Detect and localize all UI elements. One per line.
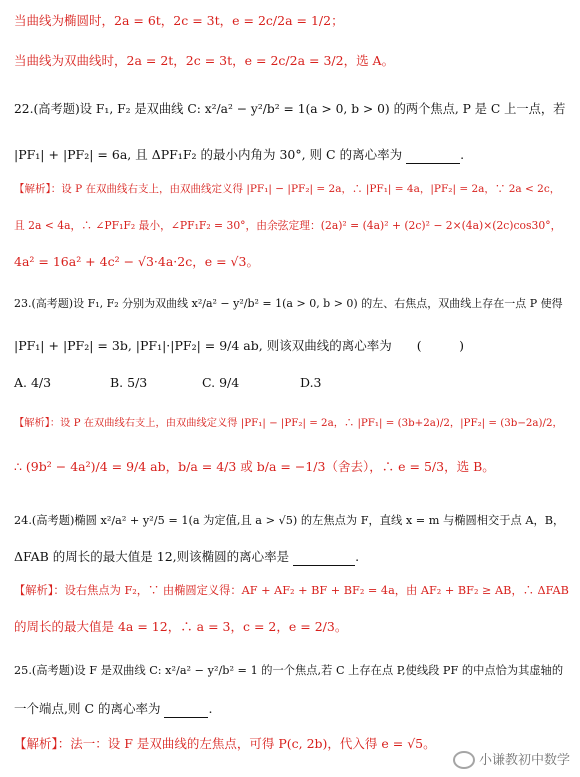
- question-22-condition: |PF₁| + |PF₂| = 6a, 且 ΔPF₁F₂ 的最小内角为 30°, 则 C 的离心率为 .: [14, 147, 465, 162]
- solution-text: 【解析】：法一：设 F 是双曲线的左焦点，可得 P(c, 2b)，代入得 e = √5。: [14, 736, 436, 751]
- solution-22-line-2: [14, 217, 561, 235]
- question-text: 25.(高考题)设 F 是双曲线 C: x²/a² − y²/b² = 1 的一个焦点,若 C 上存在点 P,使线段 PF 的中点恰为其虚轴的: [14, 664, 564, 677]
- question-23-condition: [14, 337, 464, 355]
- solution-text: 4a² = 16a² + 4c² − √3·4a·2c，e = √3。: [14, 254, 259, 269]
- watermark-text: 小谦教初中数学: [478, 752, 570, 768]
- option-a: A. 4/3: [14, 375, 52, 390]
- question-text: 23.(高考题)设 F₁, F₂ 分别为双曲线 x²/a² − y²/b² = 1(a > 0, b > 0) 的左、右焦点，双曲线上存在一点 P 使得: [14, 297, 563, 310]
- question-text: ΔFAB 的周长的最大值是 12,则该椭圆的离心率是: [14, 549, 290, 564]
- wechat-icon: [453, 751, 475, 769]
- answer-line-hyperbola: [14, 52, 394, 70]
- solution-24-line-1: [14, 582, 569, 600]
- solution-text: 【解析】：设 P 在双曲线右支上，由双曲线定义得 |PF₁| − |PF₂| = 2a，∴ |PF₁| = (3b+2a)/2，|PF₂| = (3b−2a)/2，: [14, 417, 563, 429]
- solution-text: 【解析】：设右焦点为 F₂，∵ 由椭圆定义得：AF + AF₂ + BF + BF₂ = 4a，由 AF₂ + BF₂ ≥ AB，∴ ΔFAB: [14, 584, 569, 597]
- question-text: 22.(高考题)设 F₁, F₂ 是双曲线 C: x²/a² − y²/b² = 1(a > 0, b > 0) 的两个焦点, P 是 C 上一点，若: [14, 102, 566, 116]
- question-24-stem: [14, 512, 564, 530]
- answer-text: 当曲线为椭圆时，2a = 6t，2c = 3t，e = 2c/2a = 1/2；: [14, 13, 344, 28]
- solution-23-line-1: [14, 414, 563, 432]
- solution-25-line-1: [14, 735, 436, 753]
- question-text: 一个端点,则 C 的离心率为: [14, 701, 161, 716]
- question-24-condition: ΔFAB 的周长的最大值是 12,则该椭圆的离心率是 .: [14, 549, 360, 564]
- solution-23-line-2: [14, 458, 495, 476]
- question-23-stem: [14, 295, 563, 313]
- solution-text: 且 2a < 4a，∴ ∠PF₁F₂ 最小，∠PF₁F₂ = 30°，由余弦定理：(2a)² = (4a)² + (2c)² − 2×(4a)×(2c)cos30°，: [14, 219, 562, 232]
- answer-blank: [406, 151, 460, 164]
- solution-22-line-1: [14, 180, 560, 198]
- question-text: |PF₁| + |PF₂| = 3b, |PF₁|·|PF₂| = 9/4 ab, 则该双曲线的离心率为 ( ): [14, 338, 464, 353]
- solution-text: ∴ (9b² − 4a²)/4 = 9/4 ab，b/a = 4/3 或 b/a = −1/3（舍去），∴ e = 5/3，选 B。: [14, 459, 495, 474]
- option-b: B. 5/3: [110, 375, 148, 390]
- question-text: |PF₁| + |PF₂| = 6a, 且 ΔPF₁F₂ 的最小内角为 30°, 则 C 的离心率为: [14, 147, 403, 162]
- answer-blank: [164, 705, 208, 718]
- question-22-stem: [14, 100, 565, 118]
- question-text: 24.(高考题)椭圆 x²/a² + y²/5 = 1(a 为定值,且 a > √5) 的左焦点为 F，直线 x = m 与椭圆相交于点 A，B，: [14, 514, 565, 527]
- question-25-condition: 一个端点,则 C 的离心率为 .: [14, 701, 213, 716]
- solution-24-line-2: [14, 618, 347, 636]
- answer-text: 当曲线为双曲线时，2a = 2t，2c = 3t，e = 2c/2a = 3/2，选 A。: [14, 53, 395, 68]
- solution-text: 的周长的最大值是 4a = 12，∴ a = 3，c = 2，e = 2/3。: [14, 619, 348, 634]
- solution-22-line-3: [14, 253, 259, 271]
- answer-blank: [293, 553, 355, 566]
- option-d: D.3: [300, 375, 322, 390]
- question-25-stem: [14, 662, 563, 680]
- watermark: [453, 749, 570, 770]
- option-c: C. 9/4: [202, 375, 240, 390]
- answer-line-ellipse: [14, 12, 344, 30]
- solution-text: 【解析】：设 P 在双曲线右支上，由双曲线定义得 |PF₁| − |PF₂| = 2a，∴ |PF₁| = 4a，|PF₂| = 2a，∵ 2a < 2c，: [14, 183, 561, 195]
